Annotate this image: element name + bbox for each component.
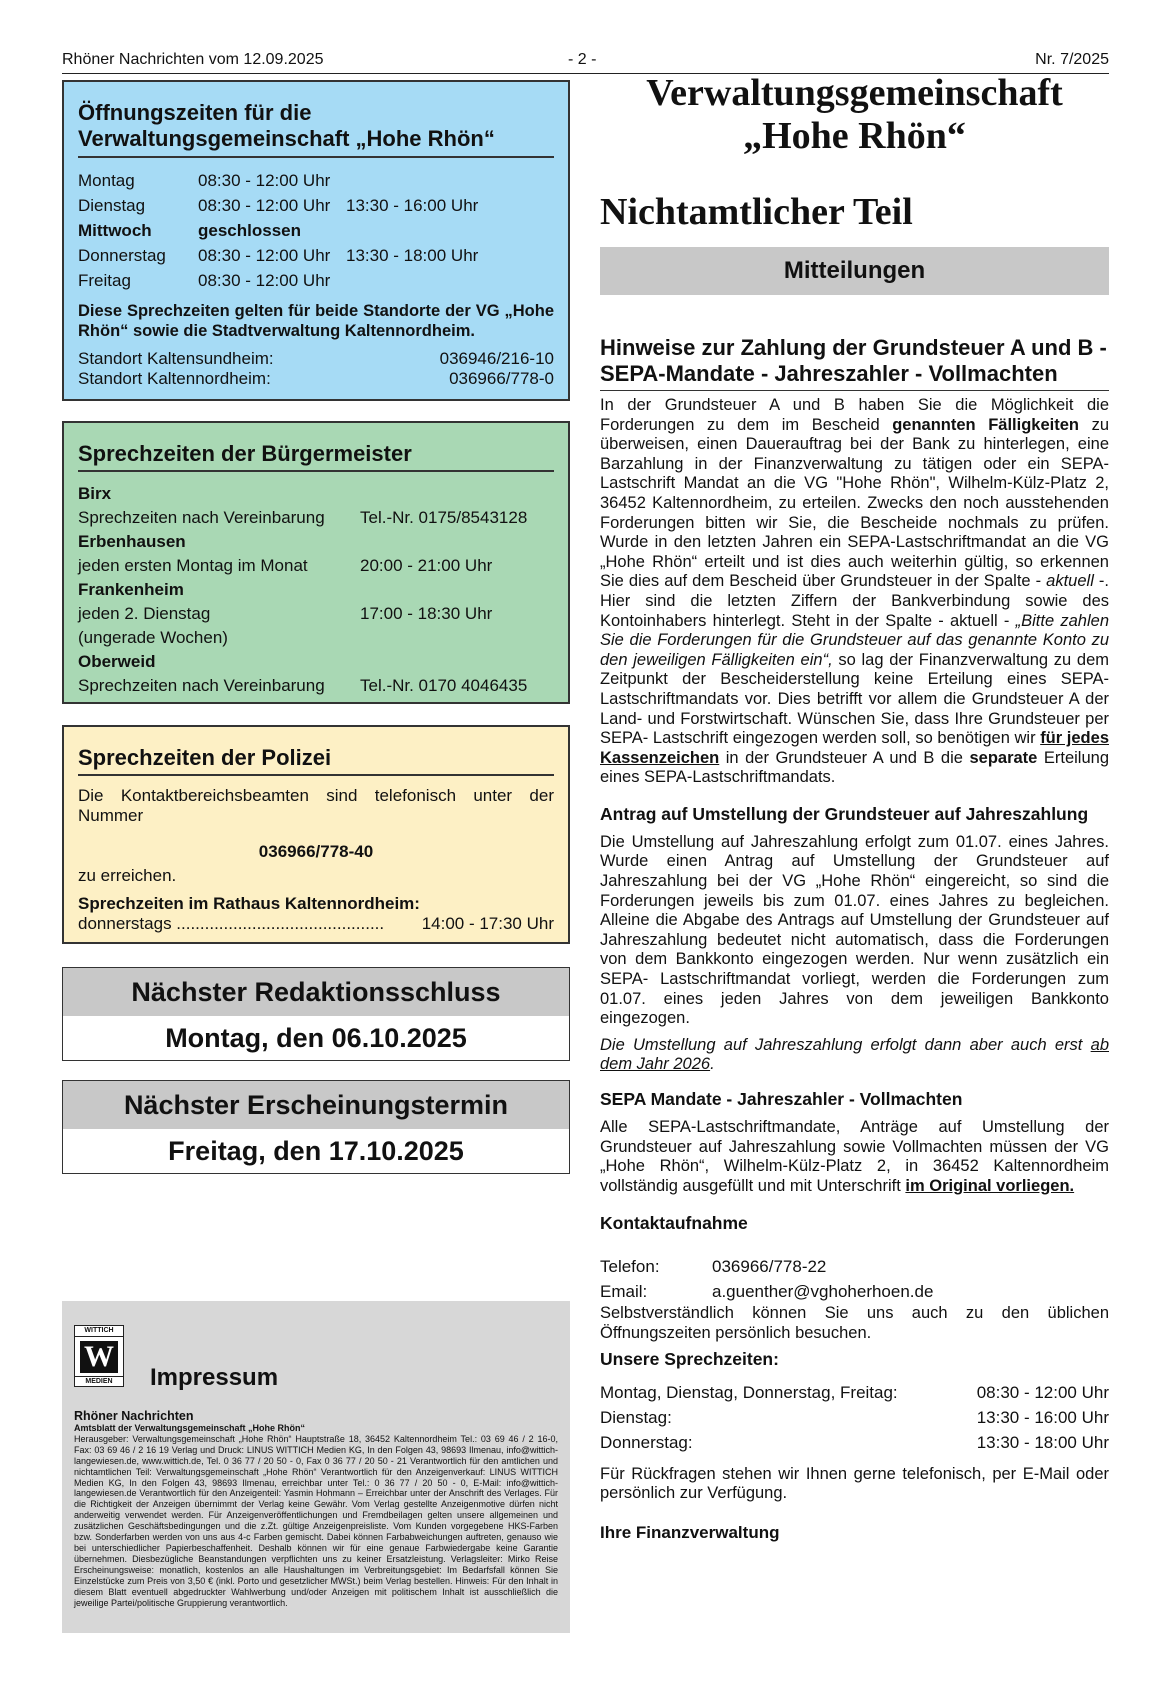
article [600, 335, 1109, 1543]
text-run: im Original vorliegen. [905, 1176, 1075, 1195]
opening-note: Diese Sprechzeiten gelten für beide Standorte der VG „Hohe Rhön“ sowie die Stadtverwaltung Kaltennordheim. [78, 301, 554, 340]
location-name: Standort Kaltennordheim: [78, 368, 271, 388]
hours-days: Dienstag: [600, 1407, 672, 1427]
text-run: ab dem Jahr 2026 [600, 1035, 1109, 1074]
mayor-hours-text [78, 602, 360, 650]
time-label: 13:30 - 18:00 Uhr [346, 245, 479, 265]
header-issue: Nr. 7/2025 [1035, 51, 1109, 68]
location-phone: 036946/216-10 [439, 348, 554, 368]
contact-phone[interactable]: 036966/778-22 [712, 1257, 827, 1277]
location-phone: 036966/778-0 [449, 368, 554, 388]
mayor-phone: Tel.-Nr. 0175/8543128 [360, 508, 528, 528]
text-run: „Bitte zahlen Sie die Forderungen für die Grundsteuer auf das genannte Konto zu den jeweiligen Fälligkeiten ein“, [600, 611, 1110, 669]
village-name: Birx [78, 484, 112, 504]
mayor-hours-line: (ungerade Wochen) [78, 628, 228, 648]
header-publication: Rhöner Nachrichten vom 12.09.2025 [62, 51, 324, 68]
impressum-title: Impressum [150, 1364, 279, 1391]
contact-row [600, 1279, 1109, 1304]
opening-row [78, 193, 554, 218]
contact-label: Email: [600, 1282, 648, 1302]
opening-row [78, 218, 554, 243]
day-label: Donnerstag [78, 245, 166, 265]
police-rathaus-row [78, 914, 554, 934]
village-name: Erbenhausen [78, 532, 186, 552]
article-paragraph: Die Umstellung auf Jahreszahlung erfolgt zum 01.07. eines Jahres. Wurde einen Antrag auf Umstellung der Grundsteuer auf Jahreszahlung bei der VG „Hohe Rhön“ eingereicht, so sind die Forderungen jeweils bis zum 01.07. eines Jahres zu begleichen. Alleine die Abgabe des Antrags auf Umstellung der Grundsteuer auf Jahreszahlung bedeutet nicht automatisch, dass die Forderungen von dem Bankkonto eingezogen werden. Nur wenn zusätzlich ein SEPA- Lastschriftmandat vorliegt, werden die Forderungen zum 01.07. eines jeden Jahres von dem jeweiligen Bankkonto eingezogen. [600, 832, 1109, 1028]
text-run: in der Grundsteuer A und B die [719, 748, 970, 767]
subheading: Antrag auf Umstellung der Grundsteuer auf Jahreszahlung [600, 803, 1089, 824]
logo-text-top: WITTICH [75, 1326, 123, 1337]
text-run: Erteilung eines SEPA-Lastschriftmandats. [600, 748, 1109, 787]
day-label: Montag [78, 170, 135, 190]
location-row [78, 349, 554, 369]
village-name: Oberweid [78, 652, 156, 672]
day-label: Dienstag [78, 195, 146, 215]
impressum-subtitle: Amtsblatt der Verwaltungsgemeinschaft „Hohe Rhön“ [74, 1423, 306, 1433]
contact-label: Telefon: [600, 1257, 660, 1277]
time-label: 08:30 - 12:00 Uhr [198, 270, 331, 290]
publication-date-box [62, 1080, 570, 1174]
article-paragraph [600, 1036, 1109, 1075]
announcements-band: Mitteilungen [600, 247, 1109, 295]
editorial-deadline-title: Nächster Redaktionsschluss [63, 968, 569, 1016]
contact-email[interactable]: a.guenther@vghoherhoen.de [712, 1282, 934, 1302]
location-name: Standort Kaltensundheim: [78, 348, 274, 368]
text-run: aktuell [1046, 572, 1094, 591]
time-label: 08:30 - 12:00 Uhr [198, 170, 331, 190]
title-line: „Hohe Rhön“ [743, 115, 966, 157]
article-heading: Hinweise zur Zahlung der Grundsteuer A und B - SEPA-Mandate - Jahreszahler - Vollmachten [600, 335, 1109, 391]
police-hours-box [62, 725, 570, 944]
logo-text-bottom: MEDIEN [75, 1376, 123, 1386]
day-label: Mittwoch [78, 220, 152, 240]
mayor-hours-box [62, 421, 570, 704]
impressum-name: Rhöner Nachrichten [74, 1409, 194, 1423]
text-run: In der Grundsteuer A und B haben Sie die Möglichkeit die Forderungen zu dem im Bescheid [600, 396, 1109, 434]
text-run: für jedes Kassenzeichen [600, 729, 1109, 767]
opening-hours-title: Öffnungszeiten für die Verwaltungsgemeinschaft „Hohe Rhön“ [78, 100, 554, 158]
hours-days: Donnerstag: [600, 1432, 693, 1452]
text-run: separate [969, 748, 1038, 767]
mayor-time: 17:00 - 18:30 Uhr [360, 604, 493, 624]
publication-date-value: Freitag, den 17.10.2025 [168, 1136, 464, 1166]
page-header [62, 50, 1109, 74]
opening-row [78, 268, 554, 293]
police-time: 14:00 - 17:30 Uhr [421, 914, 554, 934]
hours-time: 08:30 - 12:00 Uhr [976, 1382, 1109, 1402]
day-label: Freitag [78, 270, 131, 290]
hours-row [600, 1380, 1109, 1405]
time-label: geschlossen [198, 220, 301, 240]
police-day: donnerstags ............................................ [78, 914, 385, 934]
time-label: 08:30 - 12:00 Uhr [198, 195, 331, 215]
editorial-deadline-date: Montag, den 06.10.2025 [165, 1023, 467, 1053]
header-page-number: - 2 - [568, 51, 597, 68]
hours-days: Montag, Dienstag, Donnerstag, Freitag: [600, 1382, 898, 1402]
mayor-phone: Tel.-Nr. 0170 4046435 [360, 676, 528, 696]
text-run: Die Umstellung auf Jahreszahlung erfolgt dann aber auch erst [600, 1035, 1091, 1054]
mayor-list [78, 482, 554, 698]
opening-row [78, 243, 554, 268]
right-title [600, 72, 1109, 158]
text-run: . [710, 1055, 715, 1074]
police-phone: 036966/778-40 [258, 842, 374, 862]
hours-row [600, 1430, 1109, 1455]
article-paragraph [600, 1118, 1109, 1196]
impressum-body: Herausgeber: Verwaltungsgemeinschaft „Hohe Rhön“ Hauptstraße 18, 36452 Kaltennordheim Tel.: 03 69 46 / 2 16-0, Fax: 03 69 46 / 2 16 19 Verlag und Druck: LINUS WITTICH Medien KG, In den Folgen 43, 98693 Ilmenau, info@wittich-langewiesen.de, www.wittich.de, Tel. 0 36 77 / 20 50 - 0, Fax 0 36 77 / 20 50 - 21 Verantwortlich für den amtlichen und nichtamtlichen Teil: Verwaltungsgemeinschaft „Hohe Rhön“ Verantwortlich für den Anzeigenverkauf: LINUS WITTICH Medien KG, In den Folgen 43, 98693 Ilmenau, erreichbar unter Tel.: 0 36 77 / 20 50 - 0, E-Mail: info@wittich-langewiesen.de Verantwortlich für den Anzeigenteil: Yasmin Hohmann – Erreichbar unter der Anschrift des Verlages. Für die Richtigkeit der Anzeigen übernimmt der Verlag keine Gewähr. Vom Verlag gestellte Anzeigenmotive dürfen nicht anderweitig verwendet werden. Für Anzeigenveröffentlichungen und Fremdbeilagen gelten unsere allgemeinen und zusätzlichen Geschäftsbedingungen und die z.Zt. gültige Anzeigenpreisliste. Vom Kunden vorgegebene HKS-Farben bzw. Sonderfarben werden von uns aus 4-c Farben gemischt. Dabei können Farbabweichungen auftreten, genauso wie bei unterschiedlicher Papierbeschaffenheit. Deshalb können wir für eine genaue Farbwiedergabe keine Garantie übernehmen. Diesbezügliche Beanstandungen verpflichten uns zu keiner Ersatzleistung. Verlagsleiter: Mirko Reise Erscheinungsweise: monatlich, kostenlos an alle Haushaltungen im Verbreitungsgebiet: Im Bedarfsfall können Sie Einzelstücke zum Preis von 3,50 € (inkl. Porto und gesetzlicher MWSt.) beim Verlag bestellen. Hinweis: Für den Inhalt in diesem Blatt eventuell abgedruckter Wahlwerbung und/oder Anzeigen mit politischem Inhalt ist ausschließlich die jeweilige Partei/politische Gruppierung verantwortlich. [74, 1433, 558, 1608]
impressum-box [62, 1301, 570, 1633]
text-run: zu überweisen, einen Dauerauftrag bei der Bank zu hinterlegen, eine Barzahlung in der Finanzverwaltung zu tätigen oder ein SEPA- Lastschrift Mandat an die VG "Hohe Rhön", Wilhelm-Külz-Platz 2, 36452 Kaltennordheim, zu erteilen. Zwecks den noch ausstehenden Forderungen bitten wir Sie, die Bescheide nochmals zu prüfen. Wurde in den letzten Jahren ein SEPA-Lastschriftmandat an die VG „Hohe Rhön“ erteilt und ist dies auch weiterhin gültig, so erkennen Sie dies auf dem Bescheid über Grundsteuer in der Spalte - [600, 415, 1109, 591]
police-text: Die Kontaktbereichsbeamten sind telefonisch unter der Nummer [78, 786, 554, 826]
signature: Ihre Finanzverwaltung [600, 1522, 780, 1542]
subheading: Kontaktaufnahme [600, 1213, 748, 1234]
logo-mark: W [80, 1341, 118, 1373]
police-hours-title: Sprechzeiten der Polizei [78, 745, 554, 776]
hours-row [600, 1405, 1109, 1430]
mayor-hours-text: jeden ersten Montag im Monat [78, 556, 308, 576]
subheading: Unsere Sprechzeiten: [600, 1348, 779, 1369]
article-paragraph: Selbstverständlich können Sie uns auch zu den üblichen Öffnungszeiten persönlich besuchen. [600, 1304, 1109, 1342]
publication-date-title: Nächster Erscheinungstermin [63, 1081, 569, 1129]
text-run: -. Hier sind die letzten Ziffern der Bankverbindung sowie des Kontoinhabers hinterlegt. Steht in der Spalte - aktuell - [600, 572, 1109, 630]
contact-row [600, 1254, 1109, 1279]
mayor-hours-title: Sprechzeiten der Bürgermeister [78, 441, 554, 472]
opening-row [78, 168, 554, 193]
subheading: SEPA Mandate - Jahreszahler - Vollmachten [600, 1089, 963, 1109]
police-rathaus-title: Sprechzeiten im Rathaus Kaltennordheim: [78, 894, 420, 914]
mayor-hours-text: Sprechzeiten nach Vereinbarung [78, 676, 325, 696]
police-text: zu erreichen. [78, 866, 177, 886]
text-run: so lag der Finanzverwaltung zu dem Zeitpunkt der Bescheiderstellung keine Erteilung eines SEPA-Lastschriftmandats vor. Dies betrifft vor allem die Grundsteuer A der Land- und Forstwirtschaft. Wünschen Sie, dass Ihre Grundsteuer per SEPA- Lastschrift eingezogen werden soll, so benötigen wir [600, 650, 1109, 748]
section-title: Nichtamtlicher Teil [600, 191, 913, 233]
title-line: Verwaltungsgemeinschaft [646, 72, 1063, 114]
wittich-logo [74, 1325, 124, 1387]
impressum-text-block [74, 1409, 558, 1608]
article-paragraph: Für Rückfragen stehen wir Ihnen gerne telefonisch, per E-Mail oder persönlich zur Verfügung. [600, 1464, 1109, 1503]
mayor-hours-text: Sprechzeiten nach Vereinbarung [78, 508, 325, 528]
mayor-time: 20:00 - 21:00 Uhr [360, 556, 493, 576]
time-label: 08:30 - 12:00 Uhr [198, 245, 331, 265]
time-label: 13:30 - 16:00 Uhr [346, 195, 479, 215]
editorial-deadline-box [62, 967, 570, 1061]
location-row [78, 369, 554, 389]
village-name: Frankenheim [78, 580, 184, 600]
hours-time: 13:30 - 16:00 Uhr [976, 1407, 1109, 1427]
mayor-hours-line: jeden 2. Dienstag [78, 604, 211, 624]
article-paragraph [600, 396, 1109, 788]
text-run: Alle SEPA-Lastschriftmandate, Anträge auf Umstellung der Grundsteuer auf Jahreszahlung sowie Vollmachten müssen der VG „Hohe Rhön“, Wilhelm-Külz-Platz 2, in 36452 Kaltennordheim vollständig ausgefüllt und mit Unterschrift [600, 1118, 1109, 1195]
text-run: genannten Fälligkeiten [892, 415, 1079, 434]
hours-time: 13:30 - 18:00 Uhr [976, 1432, 1109, 1452]
opening-hours-box [62, 80, 570, 401]
